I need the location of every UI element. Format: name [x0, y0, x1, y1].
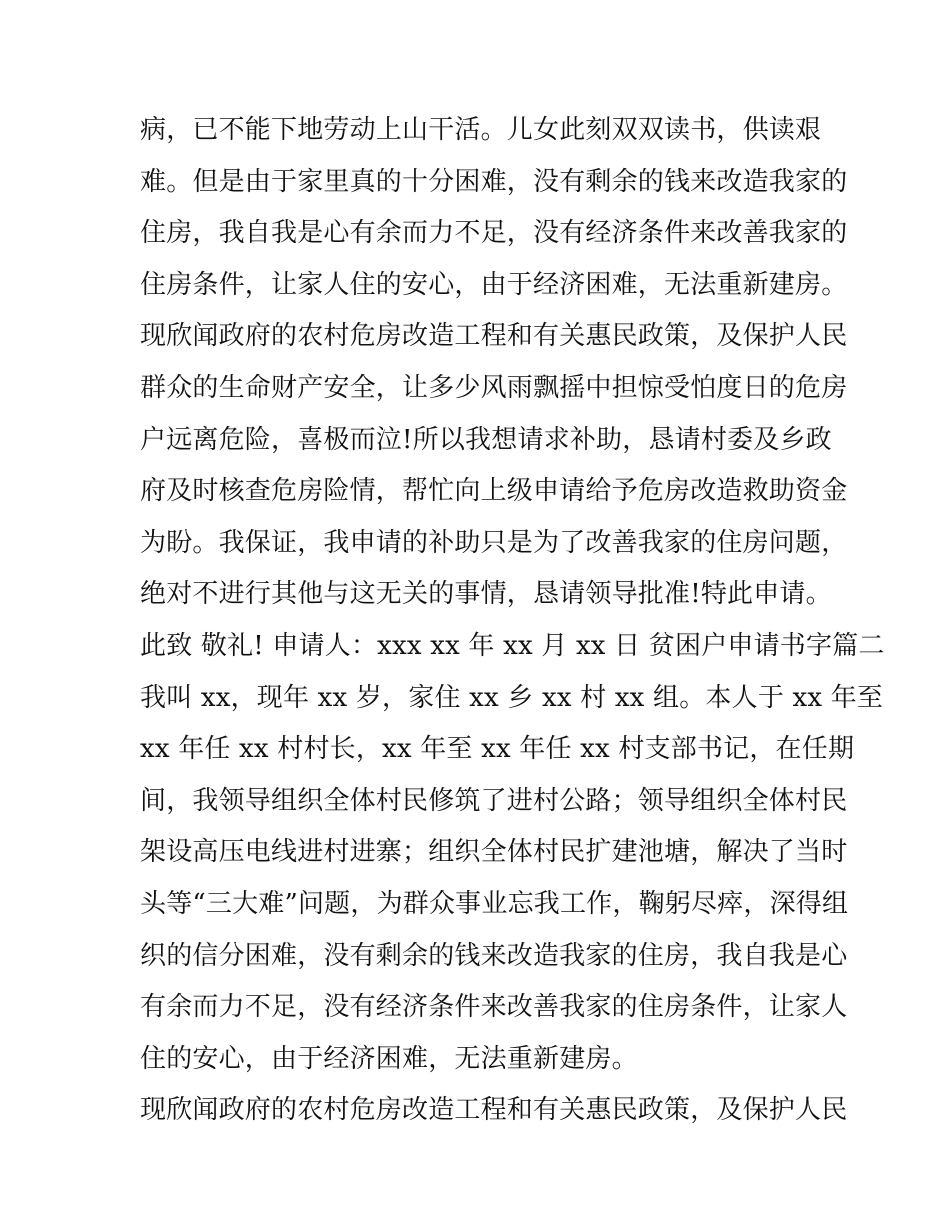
document-body [140, 105, 885, 1137]
text-line: 住的安心，由于经济困难，无法重新建房。 [140, 1043, 638, 1074]
text-line: 有余而力不足，没有经济条件来改善我家的住房条件，让家人 [140, 992, 848, 1023]
text-line: 间，我领导组织全体村民修筑了进村公路；领导组织全体村民 [140, 785, 848, 816]
text-line: 群众的生命财产安全，让多少风雨飘摇中担惊受怕度日的危房 [140, 372, 848, 403]
text-line: 难。但是由于家里真的十分困难，没有剩余的钱来改造我家的 [140, 166, 848, 197]
text-line: xx 年任 xx 村村长，xx 年至 xx 年任 xx 村支部书记，在任期 [140, 734, 855, 765]
text-line: 头等“三大难”问题，为群众事业忘我工作，鞠躬尽瘁，深得组 [140, 888, 849, 919]
text-line: 病，已不能下地劳动上山干活。儿女此刻双双读书，供读艰 [140, 115, 822, 145]
text-line: 住房，我自我是心有余而力不足，没有经济条件来改善我家的 [140, 218, 848, 249]
text-line: 我叫 xx，现年 xx 岁，家住 xx 乡 xx 村 xx 组。本人于 xx 年至 [140, 682, 884, 713]
text-line: 户远离危险，喜极而泣!所以我想请求补助，恳请村委及乡政 [140, 424, 832, 455]
text-line: 绝对不进行其他与这无关的事情，恳请领导批准!特此申请。 [140, 579, 832, 610]
text-line: 现欣闻政府的农村危房改造工程和有关惠民政策，及保护人民 [140, 1095, 848, 1126]
text-line: 此致 敬礼! 申请人：xxx xx 年 xx 月 xx 日 贫困户申请书字篇二 [140, 630, 885, 661]
text-line: 为盼。我保证，我申请的补助只是为了改善我家的住房问题， [140, 527, 848, 558]
text-line: 架设高压电线进村进寨；组织全体村民扩建池塘，解决了当时 [140, 837, 848, 868]
text-line: 府及时核查危房险情，帮忙向上级申请给予危房改造救助资金 [140, 476, 848, 507]
text-line: 现欣闻政府的农村危房改造工程和有关惠民政策，及保护人民 [140, 321, 848, 352]
text-line: 织的信分困难，没有剩余的钱来改造我家的住房，我自我是心 [140, 940, 848, 971]
text-line: 住房条件，让家人住的安心，由于经济困难，无法重新建房。 [140, 269, 848, 300]
